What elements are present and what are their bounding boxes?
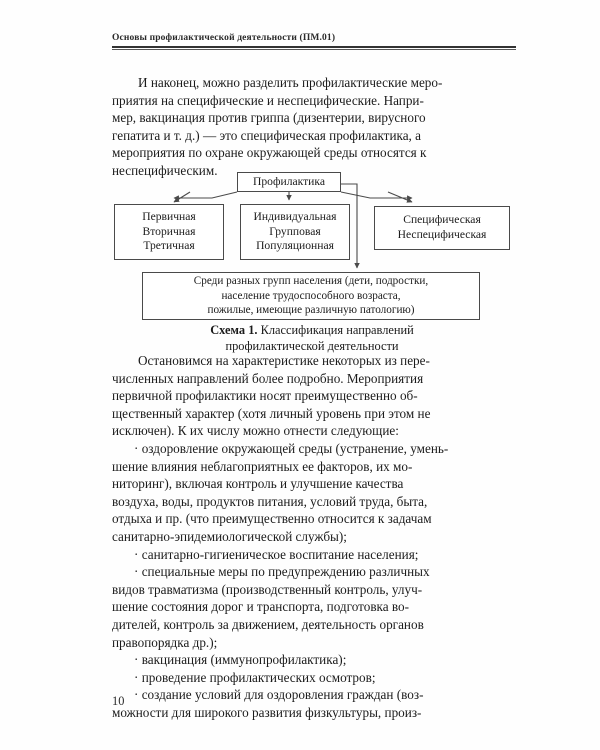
bullet-1-line-3: ниторинг), включая контроль и улучшение качества: [112, 476, 404, 492]
bullet-3-line-4: дителей, контроль за движением, деятельность органов: [112, 616, 424, 632]
figure-caption-label: Схема 1.: [210, 323, 258, 337]
bullet-3-line-1: [112, 563, 512, 581]
header-divider-rule: [112, 46, 516, 50]
diagram-box-population-groups-line-1: Среди разных групп населения (дети, подростки,: [193, 275, 429, 288]
list-item: [112, 686, 512, 721]
body-line-2: численных направлений более подробно. Мероприятия: [112, 370, 424, 386]
running-head: [112, 33, 512, 50]
figure-caption-line-1: [112, 322, 512, 338]
diagram-box-scope-line-1: Индивидуальная: [253, 210, 337, 224]
bullet-1-line-4: воздуха, воды, продуктов питания, условий труда, быта,: [112, 493, 428, 509]
bullet-6-line-2: можности для широкого развития физкультуры, произ-: [112, 704, 422, 720]
intro-line-1: [112, 74, 512, 92]
diagram-box-specificity: [374, 206, 510, 250]
diagram-box-scope-line-2: Групповая: [269, 224, 321, 238]
intro-line-3: мер, вакцинация против гриппа (дизентерии, вирусного: [112, 110, 426, 126]
body-line-4: щественный характер (хотя личный уровень при этом не: [112, 405, 431, 421]
list-item: [112, 546, 512, 564]
intro-line-6: неспецифическим.: [112, 162, 218, 178]
diagram-box-prevention: [237, 172, 341, 192]
figure-caption-line-2: профилактической деятельности: [225, 339, 399, 353]
bullet-2-text-1: санитарно-гигиеническое воспитание населения;: [141, 546, 419, 562]
diagram-box-levels-line-3: Третичная: [143, 239, 195, 253]
bullet-6-text-1: создание условий для оздоровления граждан (воз-: [141, 687, 424, 703]
figure-caption-title-part-1: Классификация направлений: [257, 323, 414, 337]
diagram-box-population-groups-line-2: население трудоспособного возраста,: [221, 289, 401, 302]
body-line-1: Остановимся на характеристике некоторых из пере-: [138, 353, 430, 368]
diagram-box-population-groups-line-3: пожилые, имеющие различную патологию): [207, 304, 415, 317]
list-item: [112, 440, 512, 546]
bullet-3-text-1: специальные меры по предупреждению различных: [141, 564, 430, 580]
diagram-box-prevention-label: Профилактика: [253, 174, 325, 188]
intro-line-5: мероприятия по охране окружающей среды относятся к: [112, 145, 427, 161]
classification-diagram: [112, 172, 512, 317]
diagram-box-population-groups: [142, 272, 480, 320]
intro-line-4: гепатита и т. д.) — это специфическая профилактика, а: [112, 127, 422, 143]
bullet-6-line-1: [112, 686, 512, 704]
bullet-3-line-2: видов травматизма (производственный контроль, улуч-: [112, 581, 423, 597]
connector-to-left: [174, 192, 237, 198]
bullet-1-line-2: шение влияния неблагоприятных ее факторов, их мо-: [112, 458, 413, 474]
bullet-4-line-1: [112, 651, 512, 669]
bullet-list: [112, 440, 512, 722]
intro-line-2: приятия на специфические и неспецифические. Напри-: [112, 92, 424, 108]
diagram-box-levels-line-2: Вторичная: [142, 224, 196, 238]
diagram-box-scope: [240, 204, 350, 260]
body-line-3: первичной профилактики носят преимущественно об-: [112, 388, 418, 404]
bullet-5-text-1: проведение профилактических осмотров;: [141, 669, 376, 685]
diagram-box-specificity-line-2: Неспецифическая: [397, 228, 487, 241]
diagram-box-levels-line-1: Первичная: [142, 210, 196, 224]
bullet-5-line-1: [112, 669, 512, 687]
bullet-4-text-1: вакцинация (иммунопрофилактика);: [141, 652, 347, 668]
list-item: [112, 563, 512, 651]
bullet-3-line-5: правопорядка др.);: [112, 634, 218, 650]
intro-paragraph: [112, 74, 512, 180]
bullet-1-line-6: санитарно-эпидемиологической службы);: [112, 528, 347, 544]
intro-paragraph-text: [112, 74, 512, 180]
bullet-marker-icon: ·: [134, 687, 139, 703]
bullet-1-line-1: [112, 440, 512, 458]
list-item: [112, 651, 512, 669]
page-number: 10: [112, 694, 125, 708]
bullet-marker-icon: ·: [134, 652, 139, 668]
diagram-box-specificity-line-1: Специфическая: [403, 213, 481, 227]
connector-to-right: [341, 192, 412, 198]
body-line-5: исключен). К их числу можно отнести следующие:: [112, 423, 399, 439]
diagram-box-scope-line-3: Популяционная: [256, 239, 334, 253]
bullet-marker-icon: ·: [134, 441, 139, 456]
bullet-1-text-1: оздоровление окружающей среды (устранение, умень-: [141, 441, 449, 456]
bullet-1-line-5: отдыха и пр. (что преимущественно относится к задачам: [112, 511, 432, 527]
diagram-box-levels: [114, 204, 224, 260]
bullet-2-line-1: [112, 546, 512, 564]
running-head-text: Основы профилактической деятельности (ПМ.01): [112, 33, 336, 43]
bullet-3-line-3: шение состояния дорог и транспорта, подготовка во-: [112, 599, 410, 615]
intro-line-1-text: И наконец, можно разделить профилактические меро-: [138, 75, 443, 90]
body-paragraph: [112, 352, 512, 440]
list-item: [112, 669, 512, 687]
figure-caption: [112, 322, 512, 354]
bullet-marker-icon: ·: [134, 546, 139, 562]
bullet-marker-icon: ·: [134, 564, 139, 580]
bullet-marker-icon: ·: [134, 669, 139, 685]
body-paragraph-text: [112, 352, 512, 440]
